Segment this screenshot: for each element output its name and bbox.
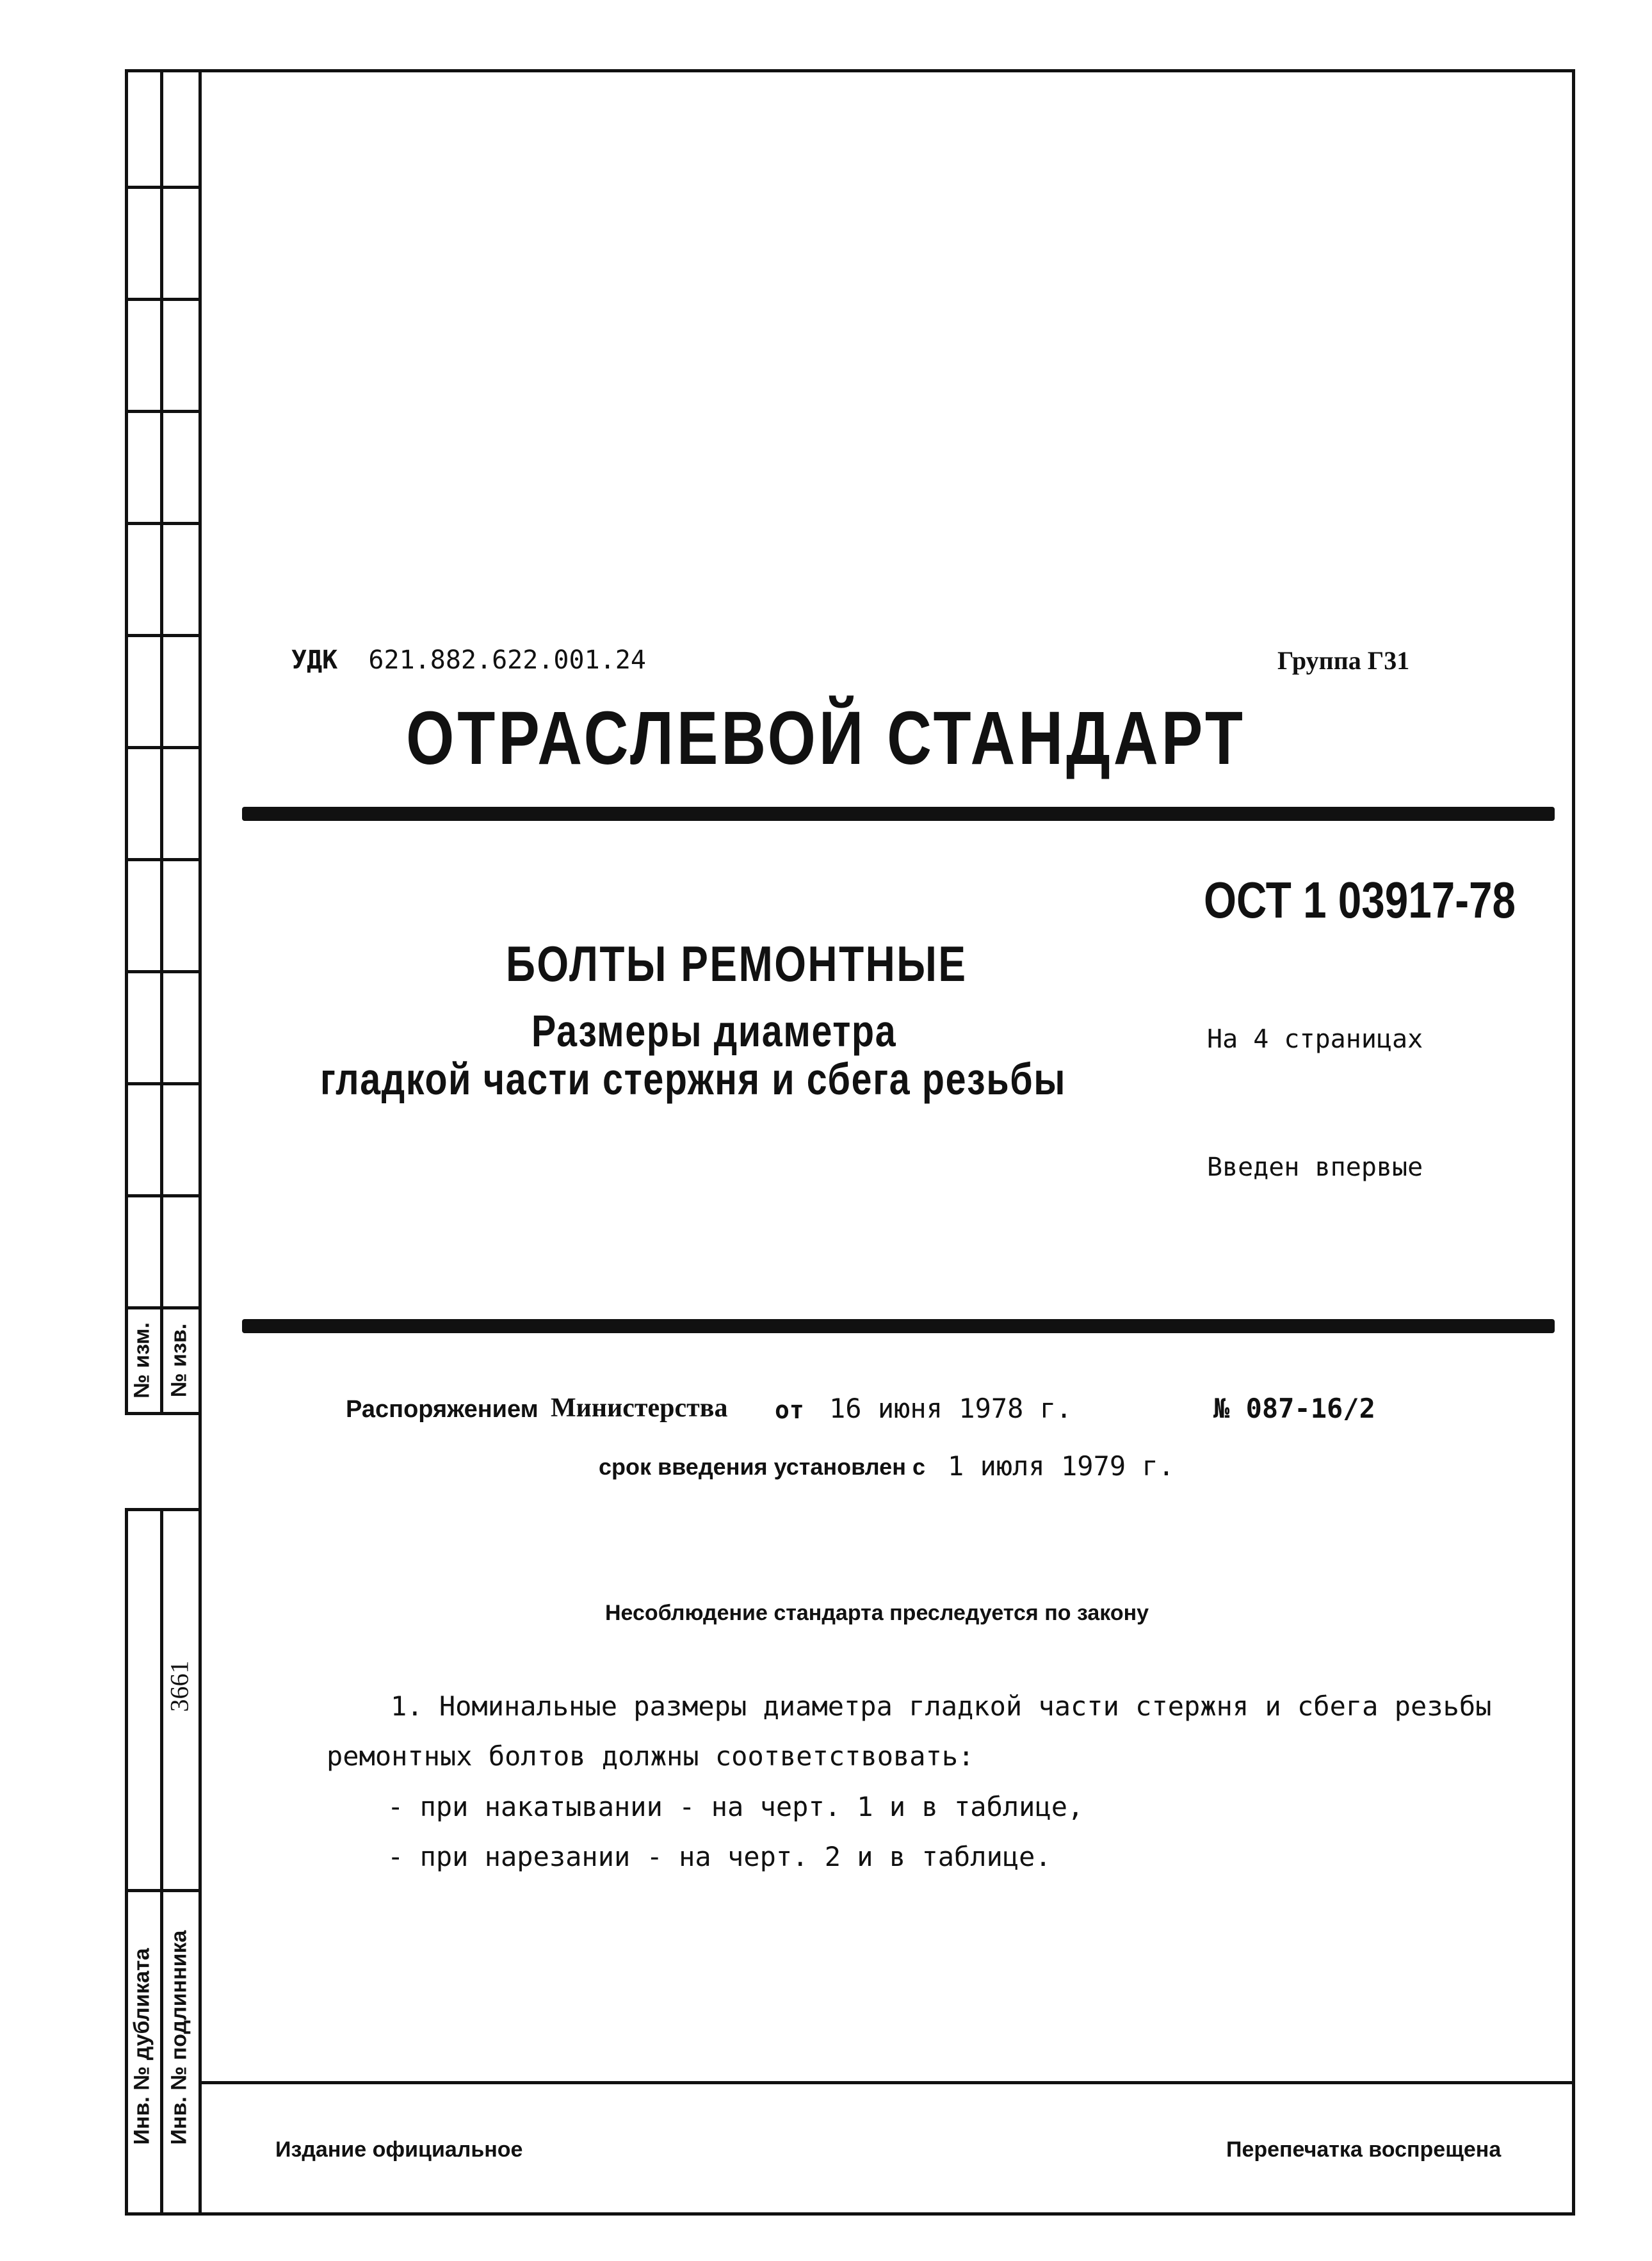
page-count: На 4 страницах (1207, 1025, 1423, 1054)
side-row-5 (125, 634, 198, 637)
introduced-note: Введен впервые (1207, 1153, 1423, 1182)
list-item: - при накатывании - на черт. 1 и в таблице, (387, 1791, 1084, 1822)
side-label-change-no: № изм. (129, 1322, 154, 1398)
side-label-original-inv: Инв. № подлинника (166, 1930, 191, 2145)
standard-name: БОЛТЫ РЕМОНТНЫЕ (506, 936, 968, 992)
frame-bottom-line (125, 2212, 1573, 2216)
side-bottom-col-b (160, 1508, 163, 2216)
side-row-2 (125, 298, 198, 301)
side-row-10 (125, 1194, 198, 1197)
standard-designation: ОСТ 1 03917-78 (1204, 871, 1516, 928)
footer-line (198, 2081, 1575, 2084)
paragraph-1-line-2: ремонтных болтов должны соответствовать: (327, 1740, 975, 1772)
side-col-line-a (125, 69, 128, 1414)
list-item: - при нарезании - на черт. 2 и в таблице. (387, 1841, 1051, 1872)
side-row-3 (125, 410, 198, 413)
side-row-8 (125, 970, 198, 973)
frame-right-line (1572, 69, 1575, 2216)
side-bottom-row-1 (125, 1889, 198, 1892)
side-label-notice-no: № изв. (166, 1323, 191, 1398)
side-bottom-col-a (125, 1508, 128, 2216)
order-from: от (775, 1396, 804, 1424)
udk-label: УДК (291, 645, 338, 675)
term-label: срок введения установлен с (599, 1454, 925, 1480)
side-row-9 (125, 1082, 198, 1085)
side-number: 3661 (165, 1660, 194, 1712)
side-row-1 (125, 186, 198, 189)
standard-subtitle-2: гладкой части стержня и сбега резьбы (320, 1054, 1067, 1104)
side-row-4 (125, 522, 198, 525)
law-notice: Несоблюдение стандарта преследуется по закону (605, 1601, 1149, 1625)
ministry-label: Министерства (551, 1393, 728, 1423)
lower-divider (242, 1319, 1555, 1333)
upper-divider (242, 807, 1555, 821)
side-label-duplicate-inv: Инв. № дубликата (129, 1948, 154, 2145)
frame-top-line (125, 69, 1573, 72)
side-row-7 (125, 858, 198, 861)
term-date: 1 июля 1979 г. (948, 1450, 1175, 1482)
group-code: Группа Г31 (1277, 646, 1410, 675)
order-date: 16 июня 1978 г. (829, 1393, 1073, 1424)
paragraph-1-line-1: 1. Номинальные размеры диаметра гладкой части стержня и сбега резьбы (391, 1690, 1492, 1722)
standard-subtitle-1: Размеры диаметра (531, 1006, 897, 1056)
document-title: ОТРАСЛЕВОЙ СТАНДАРТ (406, 696, 1246, 781)
footer-reprint-prohibited: Перепечатка воспрещена (1226, 2137, 1502, 2162)
order-label: Распоряжением (346, 1396, 539, 1423)
order-number: № 087-16/2 (1213, 1393, 1375, 1424)
frame-left-line (198, 69, 202, 2216)
udk-line (291, 645, 646, 675)
footer-official-edition: Издание официальное (275, 2137, 523, 2162)
udk-code: 621.882.622.001.24 (368, 645, 646, 675)
